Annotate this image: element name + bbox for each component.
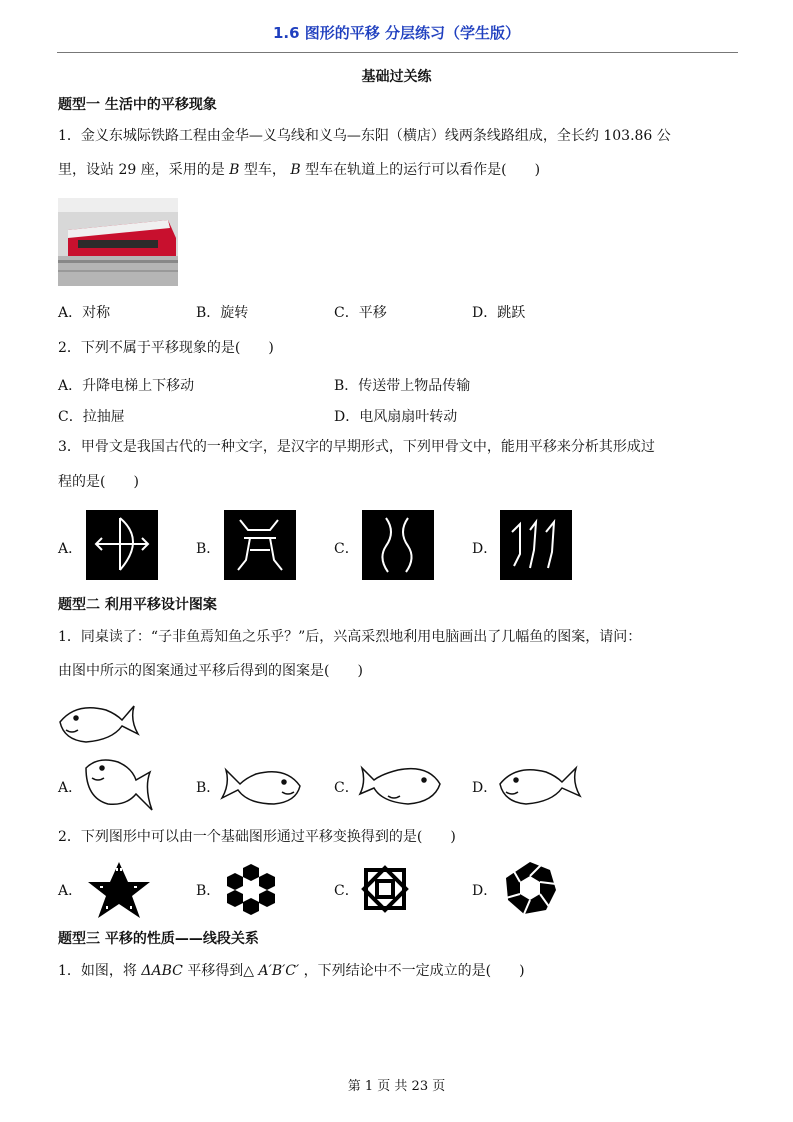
oracle-character-c-image[interactable]	[362, 510, 434, 580]
type1-q3-option-c[interactable]: C．	[334, 541, 359, 557]
type2-q2-option-b[interactable]: B．	[196, 883, 221, 899]
triangle-abc: ΔABC	[141, 963, 183, 979]
type2-q2-option-c[interactable]: C．	[334, 883, 359, 899]
type1-q2-option-c[interactable]: C．拉抽屉	[58, 409, 125, 425]
type2-q2-option-a[interactable]: A．	[58, 883, 83, 899]
page-footer: 第 1 页 共 23 页	[347, 1079, 446, 1094]
train-photo	[58, 198, 178, 286]
oracle-bow-arrow-image[interactable]	[86, 510, 158, 580]
film-star-pattern-image[interactable]	[86, 860, 152, 920]
fish-option-a-image[interactable]	[82, 754, 156, 814]
type1-q2-option-b[interactable]: B．传送带上物品传输	[334, 378, 471, 394]
header-divider	[57, 52, 738, 53]
section-title: 基础过关练	[361, 69, 432, 85]
type3-q1-text: 1．如图，将 ΔABC 平移得到△ A′B′C′ ，下列结论中不一定成立的是( )	[58, 963, 525, 979]
type2-q1-line2: 由图中所示的图案通过平移后得到的图案是( )	[58, 663, 363, 679]
type1-q1-line2: 里，设站 29 座，采用的是 B 型车， B 型车在轨道上的运行可以看作是( )	[58, 162, 541, 178]
type2-q1-option-b[interactable]: B．	[196, 780, 221, 796]
type1-q1-option-c[interactable]: C．平移	[334, 305, 387, 321]
type1-q3-line2: 程的是( )	[58, 474, 139, 490]
type1-q2-text: 2．下列不属于平移现象的是( )	[58, 340, 274, 356]
type2-q1-option-c[interactable]: C．	[334, 780, 359, 796]
fish-option-b-image[interactable]	[220, 760, 304, 810]
type1-q1-option-b[interactable]: B．旋转	[196, 305, 249, 321]
var-b-2: B	[290, 162, 301, 178]
triangle-abc-prime: A′B′C′	[258, 963, 300, 979]
type1-q2-option-a[interactable]: A．升降电梯上下移动	[58, 378, 195, 394]
type3-heading: 题型三 平移的性质——线段关系	[58, 931, 259, 947]
type2-q2-option-d[interactable]: D．	[472, 883, 498, 899]
hexagon-flower-pattern-image[interactable]	[224, 862, 278, 916]
type1-q1-line1: 1．金义东城际铁路工程由金华—义乌线和义乌—东阳（横店）线两条线路组成，全长约 103.86 公	[58, 128, 671, 144]
type1-q3-option-a[interactable]: A．	[58, 541, 83, 557]
type2-q1-line1: 1．同桌读了：“子非鱼焉知鱼之乐乎？”后，兴高采烈地利用电脑画出了几幅鱼的图案，请问：	[58, 629, 642, 645]
type1-heading: 题型一 生活中的平移现象	[58, 97, 217, 113]
type1-q3-option-d[interactable]: D．	[472, 541, 498, 557]
document-title: 1.6 图形的平移 分层练习（学生版）	[272, 24, 521, 42]
fish-option-c-image[interactable]	[358, 760, 444, 808]
type2-q2-text: 2．下列图形中可以由一个基础图形通过平移变换得到的是( )	[58, 829, 456, 845]
type2-q1-option-a[interactable]: A．	[58, 780, 83, 796]
type1-q2-option-d[interactable]: D．电风扇扇叶转动	[334, 409, 458, 425]
square-knot-pattern-image[interactable]	[360, 864, 410, 914]
type2-heading: 题型二 利用平移设计图案	[58, 597, 217, 613]
type2-q1-option-d[interactable]: D．	[472, 780, 498, 796]
type1-q3-option-b[interactable]: B．	[196, 541, 221, 557]
oracle-character-d-image[interactable]	[500, 510, 572, 580]
type1-q3-line1: 3．甲骨文是我国古代的一种文字，是汉字的早期形式，下列甲骨文中，能用平移来分析其形成过	[58, 439, 655, 455]
type1-q1-option-a[interactable]: A．对称	[58, 305, 111, 321]
var-b-1: B	[229, 162, 240, 178]
oracle-character-b-image[interactable]	[224, 510, 296, 580]
fish-original-image	[56, 698, 140, 748]
type1-q1-option-d[interactable]: D．跳跃	[472, 305, 526, 321]
aperture-pattern-image[interactable]	[502, 860, 558, 916]
fish-option-d-image[interactable]	[496, 760, 582, 808]
